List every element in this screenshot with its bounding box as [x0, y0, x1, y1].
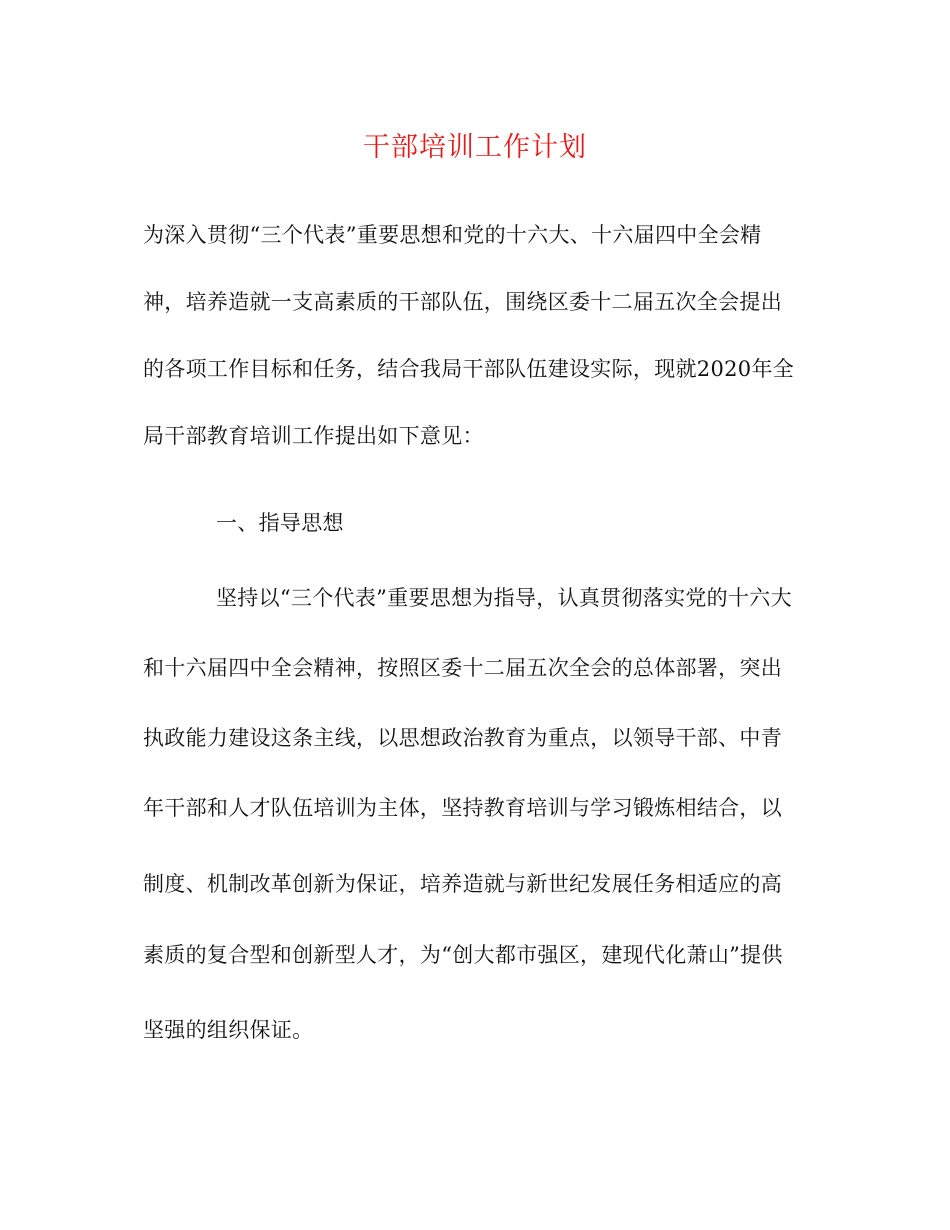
body-line-3: 的各项工作目标和任务，结合我局干部队伍建设实际，现就2020年全: [143, 357, 795, 381]
body-line-6: 坚持以“三个代表”重要思想为指导，认真贯彻落实党的十六大: [216, 586, 792, 610]
body-line-10: 制度、机制改革创新为保证，培养造就与新世纪发展任务相适应的高: [143, 872, 782, 896]
section-heading: 一、指导思想: [216, 511, 344, 535]
body-line-2: 神，培养造就一支高素质的干部队伍，围绕区委十二届五次全会提出: [143, 290, 782, 314]
body-line-12: 坚强的组织保证。: [143, 1018, 314, 1042]
body-line-7: 和十六届四中全会精神，按照区委十二届五次全会的总体部署，突出: [143, 656, 782, 680]
body-line-9: 年干部和人才队伍培训为主体，坚持教育培训与学习锻炼相结合，以: [143, 796, 782, 820]
document-title: 干部培训工作计划: [363, 132, 587, 163]
body-line-4: 局干部教育培训工作提出如下意见：: [143, 424, 484, 448]
body-line-1: 为深入贯彻“三个代表”重要思想和党的十六大、十六届四中全会精: [143, 223, 762, 247]
body-line-11: 素质的复合型和创新型人才，为“创大都市强区，建现代化萧山”提供: [143, 943, 783, 967]
body-line-8: 执政能力建设这条主线，以思想政治教育为重点，以领导干部、中青: [143, 726, 782, 750]
